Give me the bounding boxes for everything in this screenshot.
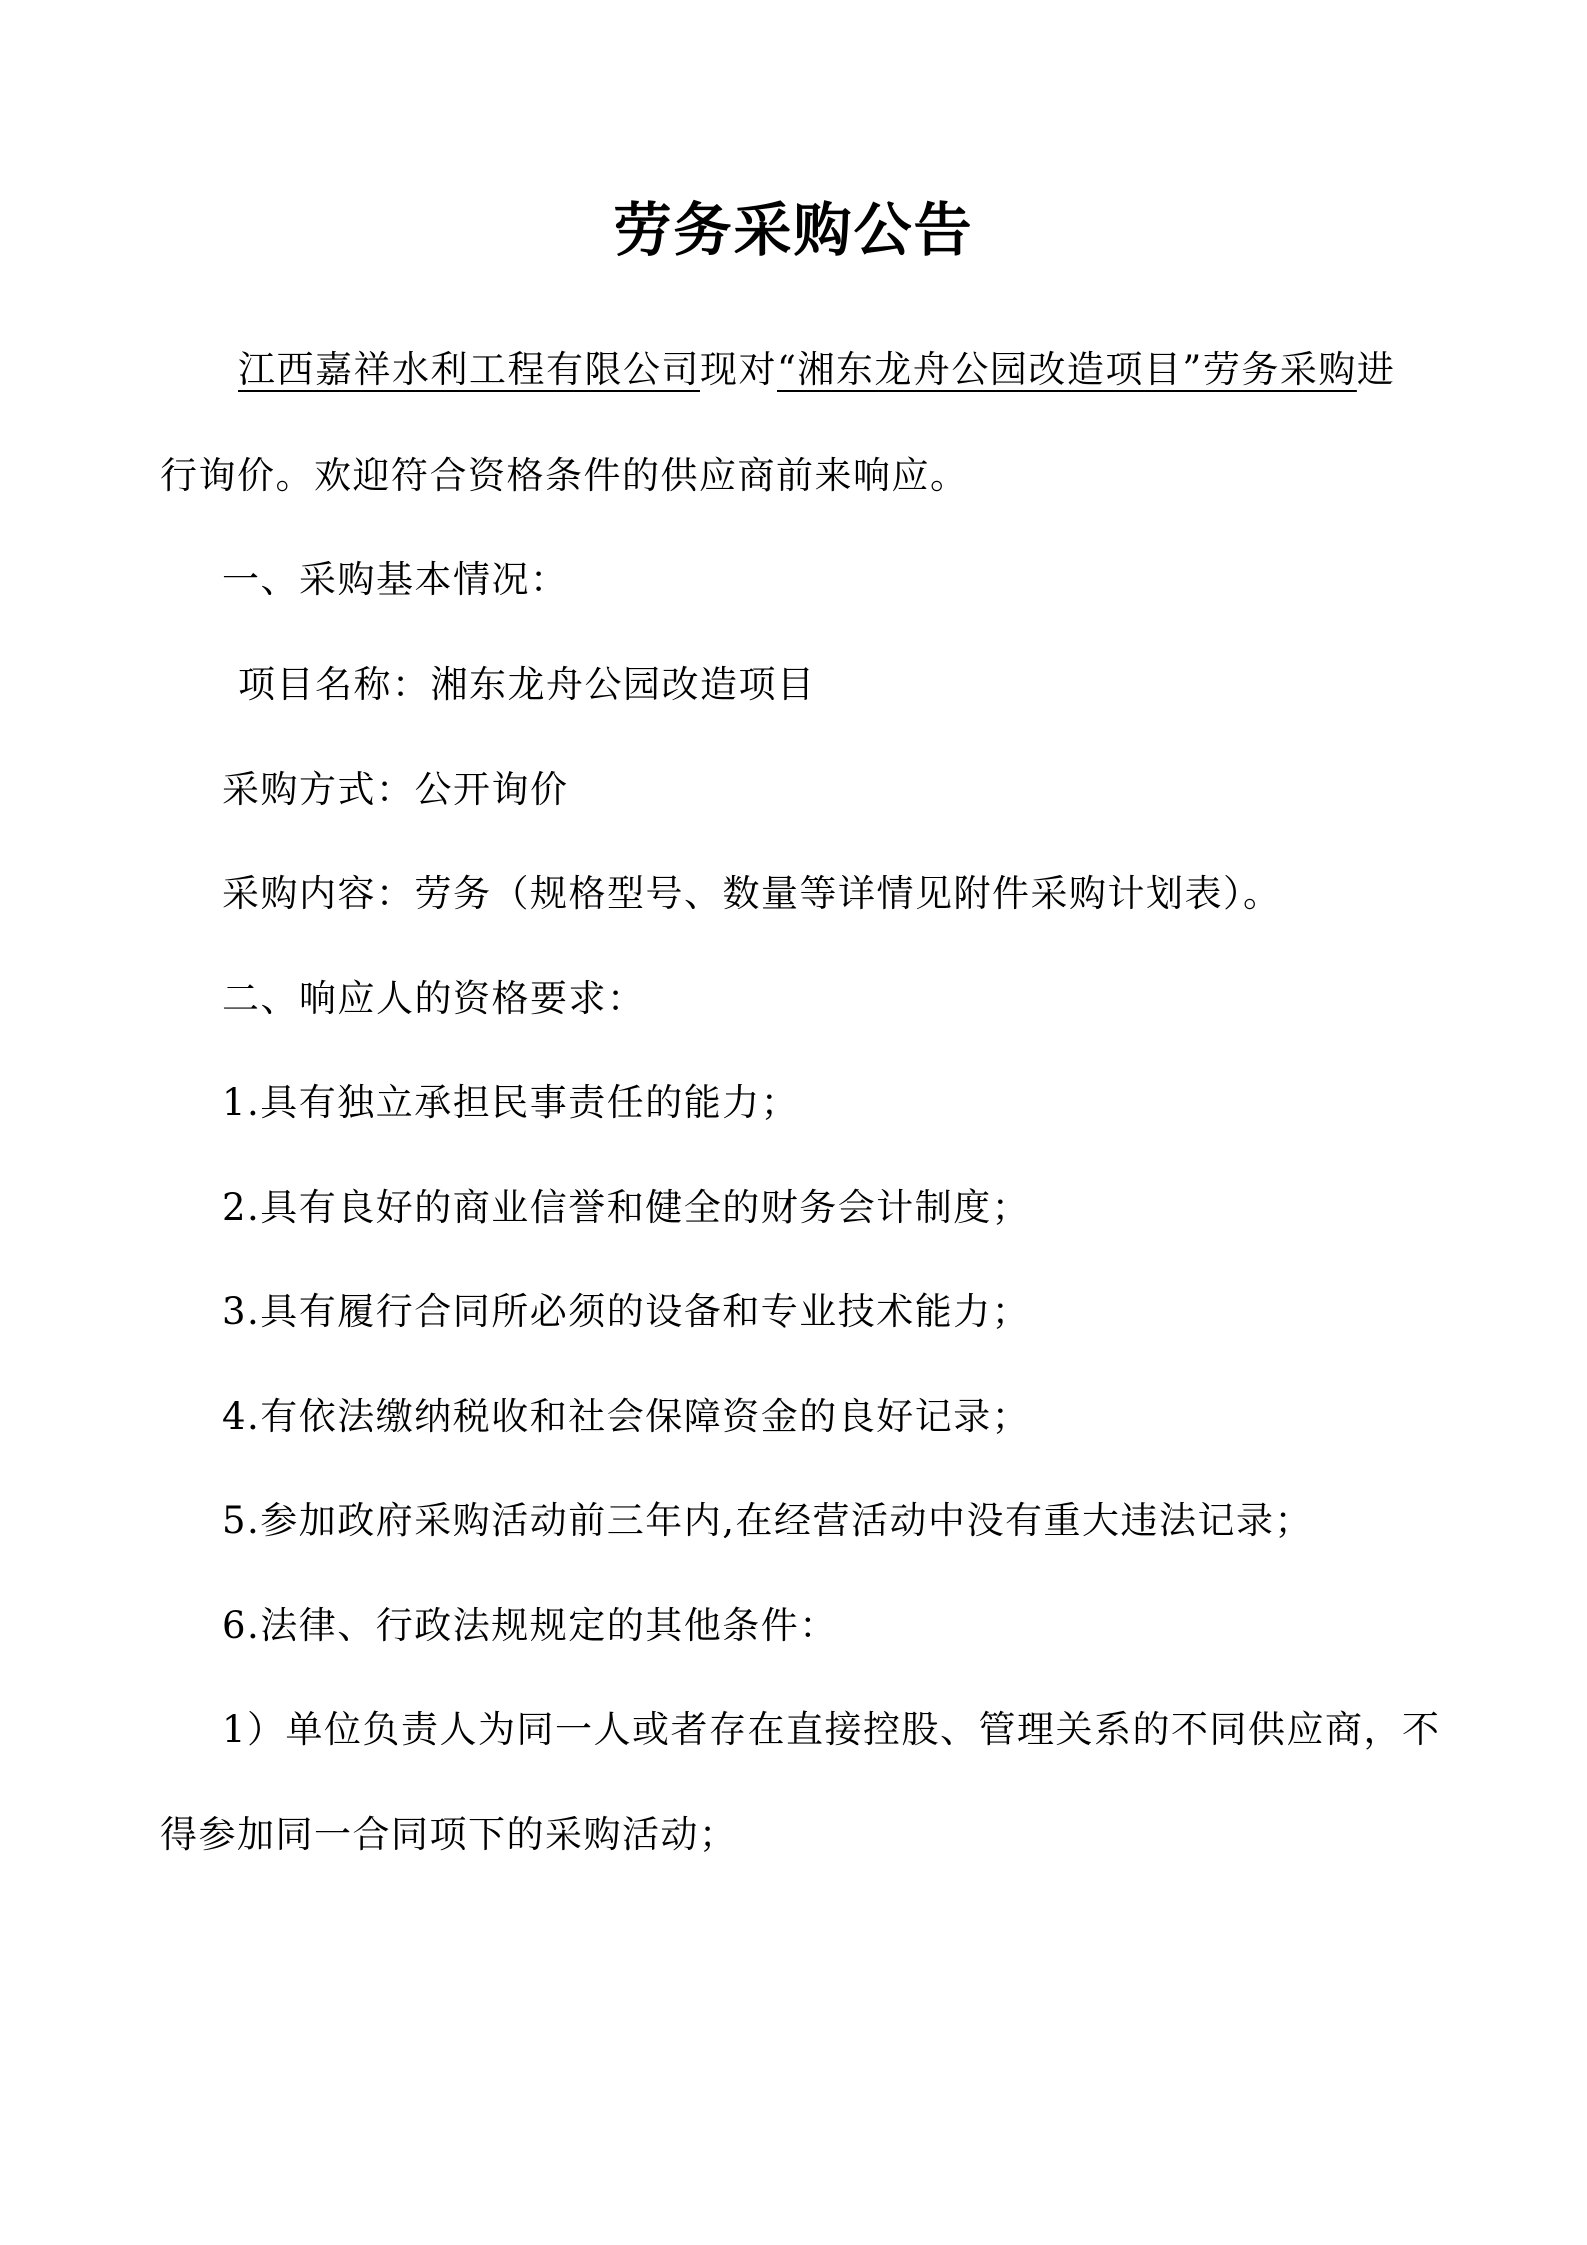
project-name-line: 项目名称：湘东龙舟公园改造项目 [238,663,816,706]
section1-heading: 一、采购基本情况： [222,558,569,601]
sub-requirement-1-line-2: 得参加同一合同项下的采购活动； [160,1813,738,1856]
intro-text-mid: 现对 [700,348,777,391]
intro-text-end: 进 [1356,348,1396,391]
project-title-quoted: “湘东龙舟公园改造项目”劳务采购 [777,348,1357,391]
section2-heading: 二、响应人的资格要求： [222,977,646,1020]
intro-line-1 [238,340,1395,400]
page-title: 劳务采购公告 [613,196,974,264]
company-name: 江西嘉祥水利工程有限公司 [238,348,700,391]
intro-line-2: 行询价。欢迎符合资格条件的供应商前来响应。 [160,454,969,497]
sub-requirement-1-line-1: 1）单位负责人为同一人或者存在直接控股、管理关系的不同供应商，不 [222,1708,1441,1751]
requirement-item-4: 4.有依法缴纳税收和社会保障资金的良好记录； [222,1395,1031,1438]
procurement-content-line: 采购内容：劳务（规格型号、数量等详情见附件采购计划表）。 [222,872,1282,915]
requirement-item-2: 2.具有良好的商业信誉和健全的财务会计制度； [222,1186,1031,1229]
requirement-item-6: 6.法律、行政法规规定的其他条件： [222,1604,838,1647]
procurement-method-line: 采购方式：公开询价 [222,768,569,811]
requirement-item-5: 5.参加政府采购活动前三年内,在经营活动中没有重大违法记录； [222,1499,1314,1542]
requirement-item-1: 1.具有独立承担民事责任的能力； [222,1081,800,1124]
requirement-item-3: 3.具有履行合同所必须的设备和专业技术能力； [222,1290,1031,1333]
